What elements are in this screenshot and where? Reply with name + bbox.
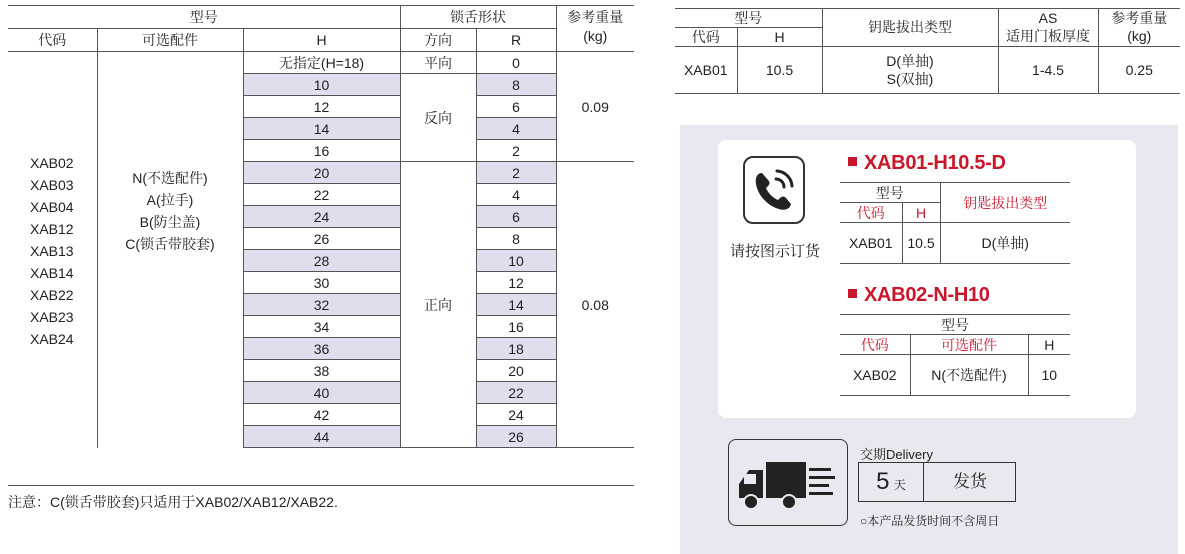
option-item: N(不选配件) [132,170,208,186]
ex2-h: 10 [1028,355,1070,396]
h-cell: 22 [243,184,400,206]
h-cell: 30 [243,272,400,294]
order-panel [680,125,1178,554]
ex1-h-header: H [902,203,940,223]
t2-header-key-type: 钥匙拔出类型 [822,9,998,47]
option-item: B(防尘盖) [139,214,201,230]
ex2-opt-header: 可选配件 [910,335,1028,355]
header-model: 型号 [8,6,400,29]
header-unit: (kg) [556,29,634,52]
delivery-days [859,463,924,501]
weight-group-2: 0.08 [556,162,634,448]
example2-title-text: XAB02-N-H10 [864,284,990,306]
bullet-square-icon [848,157,857,166]
code-list [8,52,97,448]
weight-group-1: 0.09 [556,52,634,162]
t2-header-code: 代码 [675,28,737,47]
h-cell: 16 [243,140,400,162]
t2-weight: 0.25 [1098,47,1180,94]
ex1-model: 型号 [840,183,940,203]
option-item: C(锁舌带胶套) [125,236,215,252]
h-cell: 40 [243,382,400,404]
spec-table [8,5,634,448]
r-cell: 8 [476,74,556,96]
code-item: XAB22 [30,287,74,303]
r-cell: 26 [476,426,556,448]
h-cell: 36 [243,338,400,360]
code-item: XAB04 [30,199,74,215]
r-cell: 2 [476,140,556,162]
r-cell: 18 [476,338,556,360]
t2-key-1: D(单抽) [886,53,934,69]
example1-table [840,182,1070,264]
ex2-opt: N(不选配件) [910,355,1028,396]
example2-table [840,314,1070,396]
ex1-h: 10.5 [902,223,940,264]
order-example-card [718,140,1136,418]
delivery-days-number: 5 [876,468,890,495]
t2-key-2: S(双抽) [886,71,934,87]
r-cell: 4 [476,118,556,140]
r-cell: 8 [476,228,556,250]
direction-reverse: 反向 [400,74,476,162]
code-item: XAB14 [30,265,74,281]
delivery-days-unit: 天 [893,478,906,492]
t2-header-h: H [737,28,822,47]
code-item: XAB03 [30,177,74,193]
h-cell: 42 [243,404,400,426]
t2-header-model: 型号 [675,9,822,28]
ex1-key: D(单抽) [940,223,1070,264]
example1-title-text: XAB01-H10.5-D [864,152,1006,174]
r-cell: 12 [476,272,556,294]
header-direction: 方向 [400,29,476,52]
t2-code: XAB01 [675,47,737,94]
example1-title [848,152,1006,175]
header-ref-weight: 参考重量 [556,6,634,29]
delivery-box [858,462,1016,502]
order-instruction: 请按图示订货 [730,243,821,260]
code-item: XAB24 [30,331,74,347]
t2-header-weight: 参考重量 [1098,9,1180,28]
example2-title [848,284,990,307]
code-item: XAB12 [30,221,74,237]
r-cell: 2 [476,162,556,184]
ex2-code-header: 代码 [840,335,910,355]
h-cell: 32 [243,294,400,316]
truck-icon [728,439,848,526]
h-cell: 无指定(H=18) [243,52,400,74]
header-options: 可选配件 [97,29,243,52]
h-cell: 14 [243,118,400,140]
header-h: H [243,29,400,52]
r-cell: 0 [476,52,556,74]
ex1-code: XAB01 [840,223,902,264]
r-cell: 6 [476,96,556,118]
r-cell: 24 [476,404,556,426]
h-cell: 38 [243,360,400,382]
r-cell: 16 [476,316,556,338]
direction-forward: 正向 [400,162,476,448]
header-lock-shape: 锁舌形状 [400,6,556,29]
h-cell: 26 [243,228,400,250]
h-cell: 12 [243,96,400,118]
delivery-note: ○本产品发货时间不含周日 [860,514,1000,528]
h-cell: 20 [243,162,400,184]
h-cell: 44 [243,426,400,448]
r-cell: 6 [476,206,556,228]
xab01-table [675,8,1180,94]
t2-h: 10.5 [737,47,822,94]
code-item: XAB13 [30,243,74,259]
ex2-model: 型号 [840,315,1070,335]
code-item: XAB23 [30,309,74,325]
r-cell: 4 [476,184,556,206]
bullet-square-icon [848,289,857,298]
direction-flat: 平向 [400,52,476,74]
r-cell: 10 [476,250,556,272]
t2-header-as: AS [998,9,1098,28]
r-cell: 20 [476,360,556,382]
t2-key-type [822,47,998,94]
r-cell: 22 [476,382,556,404]
delivery-label: 交期Delivery [860,447,933,462]
ex2-h-header: H [1028,335,1070,355]
ex1-key-header: 钥匙拔出类型 [940,183,1070,223]
h-cell: 28 [243,250,400,272]
option-item: A(拉手) [146,192,194,208]
code-item: XAB02 [30,155,74,171]
h-cell: 10 [243,74,400,96]
t2-header-as-desc: 适用门板厚度 [998,28,1098,47]
ex2-code: XAB02 [840,355,910,396]
ex1-code-header: 代码 [840,203,902,223]
options-list [97,52,243,448]
h-cell: 24 [243,206,400,228]
h-cell: 34 [243,316,400,338]
r-cell: 14 [476,294,556,316]
phone-icon [743,156,805,224]
header-code: 代码 [8,29,97,52]
delivery-ship: 发货 [953,472,987,491]
header-r: R [476,29,556,52]
t2-header-unit: (kg) [1098,28,1180,47]
usage-note: 注意：C(锁舌带胶套)只适用于XAB02/XAB12/XAB22. [8,494,338,510]
t2-as: 1-4.5 [998,47,1098,94]
table-bottom-rule [8,485,634,486]
